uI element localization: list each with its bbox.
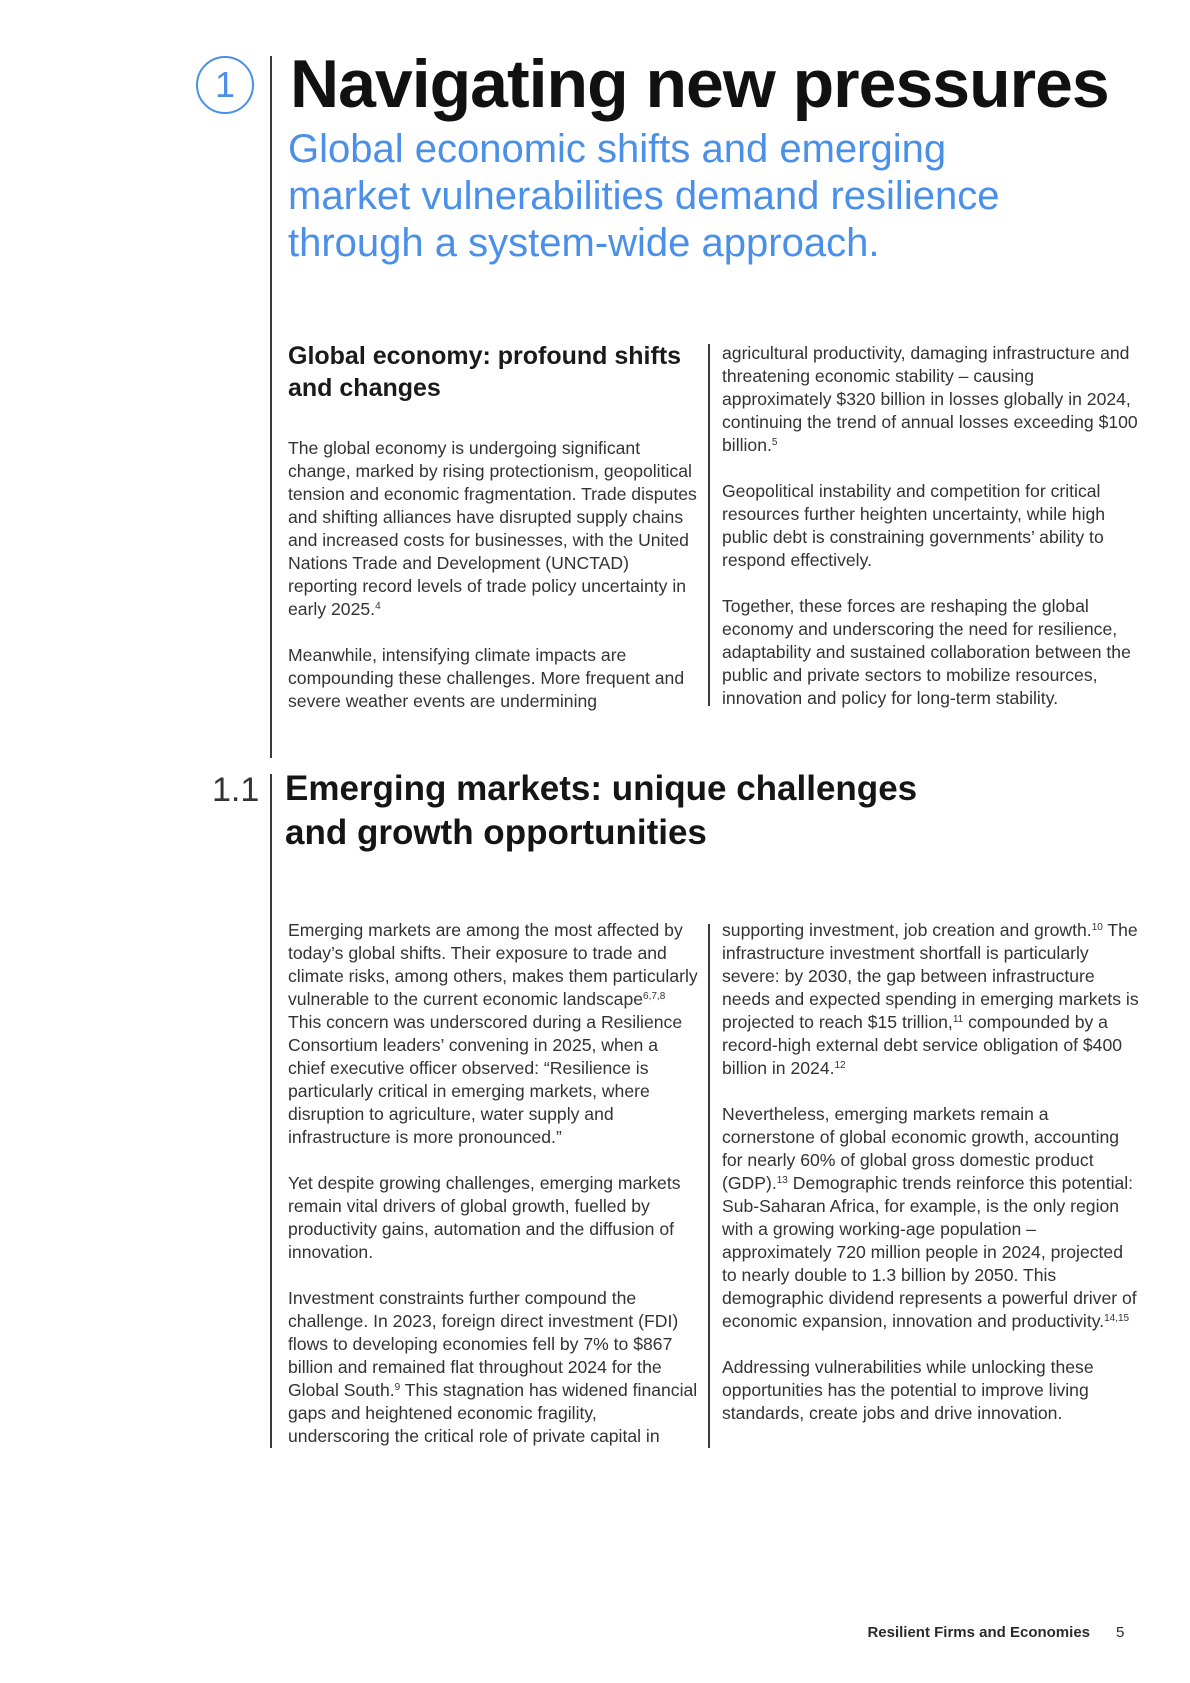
column-divider: [708, 924, 710, 1448]
section2-right-paragraph-2: Nevertheless, emerging markets remain a cornerstone of global economic growth, accounting for nearly 60% of global gross domestic product (GDP).$^{13}$ Demographic trends reinforce this potential: Sub-Saharan Africa, for example, is the only region with a growing working-age population – approximately 720 million people in 2024, projected to nearly double to 1.3 billion by 2050. This demographic dividend represents a powerful driver of economic expansion, innovation and productivity.$^{14,15}$: [722, 1104, 1137, 1331]
footnote-ref[interactable]: 5: [771, 437, 778, 448]
section2-right-paragraph-1: supporting investment, job creation and growth.$^{10}$ The infrastructure investment shortfall is particularly severe: by 2030, the gap between infrastructure needs and expected spending in emerging markets is projected to reach $15 trillion,$^{11}$ compounded by a record-high external debt service obligation of $400 billion in 2024.12: [722, 920, 1139, 1078]
section2-left-paragraph-3: Investment constraints further compound the challenge. In 2023, foreign direct investment (FDI) flows to developing economies fell by 7% to $867 billion and remained flat throughout 2024 for the Global South.$^9$ This stagnation has widened financial gaps and heightened economic fragility, underscoring the critical role of private capital in: [288, 1288, 698, 1446]
footnote-ref[interactable]: 13: [776, 1175, 788, 1186]
section1-heading: Global economy: profound shifts and changes: [288, 342, 682, 402]
section2-left-paragraph-1: Emerging markets are among the most affected by today’s global shifts. Their exposure to trade and climate risks, among others, makes them particularly vulnerable to the current economic landscape$^{6,7,8}$ This concern was underscored during a Resilience Consortium leaders’ convening in 2025, when a chief executive officer observed: “Resilience is particularly critical in emerging markets, where disruption to agriculture, water supply and infrastructure is more pronounced.”: [288, 920, 698, 1147]
section1-right-paragraph-1: agricultural productivity, damaging infrastructure and threatening economic stability – causing approximately $320 billion in losses globally in 2024, continuing the trend of annual losses exceeding $100 billion.$^5$: [722, 343, 1138, 455]
footnote-ref[interactable]: 9: [394, 1382, 401, 1393]
column-divider: [708, 344, 710, 706]
section2-right-paragraph-3: Addressing vulnerabilities while unlocking these opportunities has the potential to improve living standards, create jobs and drive innovation.: [722, 1357, 1094, 1423]
section2-left-paragraph-2: Yet despite growing challenges, emerging markets remain vital drivers of global growth, fuelled by productivity gains, automation and the diffusion of innovation.: [288, 1173, 681, 1262]
section1-left-column: [288, 340, 698, 713]
section1-right-paragraph-2: Geopolitical instability and competition for critical resources further heighten uncertainty, while high public debt is constraining governments’ ability to respond effectively.: [722, 481, 1106, 570]
page-number: 5: [1116, 1624, 1125, 1641]
section1-right-paragraph-3: Together, these forces are reshaping the global economy and underscoring the need for resilience, adaptability and sustained collaboration between the public and private sectors to mobilize resources, innovation and policy for long-term stability.: [722, 596, 1131, 708]
section1-left-paragraph-1: The global economy is undergoing significant change, marked by rising protectionism, geopolitical tension and economic fragmentation. Trade disputes and shifting alliances have disrupted supply chains and increased costs for businesses, with the United Nations Trade and Development (UNCTAD) reporting record levels of trade policy uncertainty in early 2025.$^4$: [288, 438, 697, 619]
section1-right-column: [722, 342, 1142, 710]
chapter-number-circle: [196, 56, 254, 114]
section2-left-column: [288, 919, 698, 1448]
section1-left-paragraph-2: Meanwhile, intensifying climate impacts are compounding these challenges. More frequent and severe weather events are undermining: [288, 645, 685, 711]
section-number: 1.1: [212, 771, 260, 809]
chapter-divider: [270, 56, 272, 758]
footnote-ref[interactable]: 10: [1091, 922, 1103, 933]
section-title: Emerging markets: unique challenges and growth opportunities: [285, 769, 918, 852]
footnote-ref[interactable]: 6,7,8: [643, 991, 666, 1002]
footnote-ref[interactable]: 11: [952, 1014, 964, 1025]
footnote-ref[interactable]: 14,15: [1104, 1313, 1130, 1324]
footnote-ref[interactable]: 4: [375, 601, 381, 612]
page-subtitle: Global economic shifts and emerging market vulnerabilities demand resilience through a system-wide approach.: [288, 127, 1000, 265]
page-title: Navigating new pressures: [290, 46, 1109, 122]
section2-right-column: [722, 919, 1142, 1425]
section-divider: [270, 774, 272, 1448]
chapter-number: 1: [214, 64, 236, 105]
footer-report-title: Resilient Firms and Economies: [867, 1624, 1090, 1641]
footnote-ref[interactable]: 12: [834, 1060, 846, 1071]
